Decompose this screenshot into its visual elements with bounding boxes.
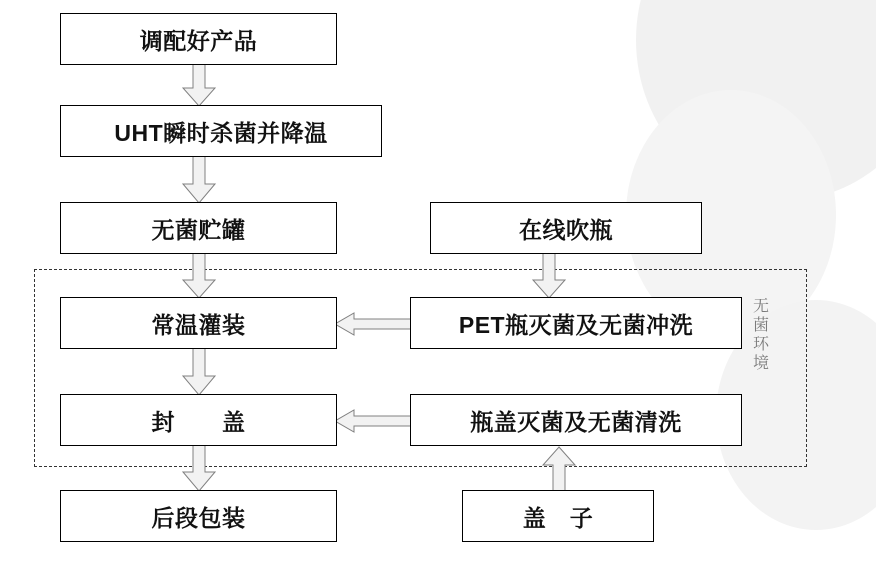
node-caps[interactable]: 盖 子 <box>462 490 654 542</box>
node-inline-blowing[interactable]: 在线吹瓶 <box>430 202 702 254</box>
node-cap-sterilization[interactable]: 瓶盖灭菌及无菌清洗 <box>410 394 742 446</box>
arrow-caps-to-cap-sterilization <box>542 446 576 492</box>
arrow-filling-to-capping <box>182 347 216 396</box>
node-capping[interactable]: 封 盖 <box>60 394 337 446</box>
arrow-capping-to-packaging <box>182 444 216 492</box>
node-downstream-packaging[interactable]: 后段包装 <box>60 490 337 542</box>
arrow-cap-sterilization-to-capping <box>335 407 413 435</box>
node-blended-product[interactable]: 调配好产品 <box>60 13 337 65</box>
node-aseptic-tank[interactable]: 无菌贮罐 <box>60 202 337 254</box>
arrow-uht-to-tank <box>182 155 216 204</box>
arrow-tank-to-filling <box>182 252 216 299</box>
node-pet-bottle-sterilization[interactable]: PET瓶灭菌及无菌冲洗 <box>410 297 742 349</box>
arrow-blowing-to-pet-sterilization <box>532 252 566 299</box>
aseptic-zone-label: 无菌环境 <box>752 298 769 372</box>
node-ambient-filling[interactable]: 常温灌装 <box>60 297 337 349</box>
node-uht-sterilization[interactable]: UHT瞬时杀菌并降温 <box>60 105 382 157</box>
arrow-pet-sterilization-to-filling <box>335 310 413 338</box>
arrow-product-to-uht <box>182 63 216 107</box>
